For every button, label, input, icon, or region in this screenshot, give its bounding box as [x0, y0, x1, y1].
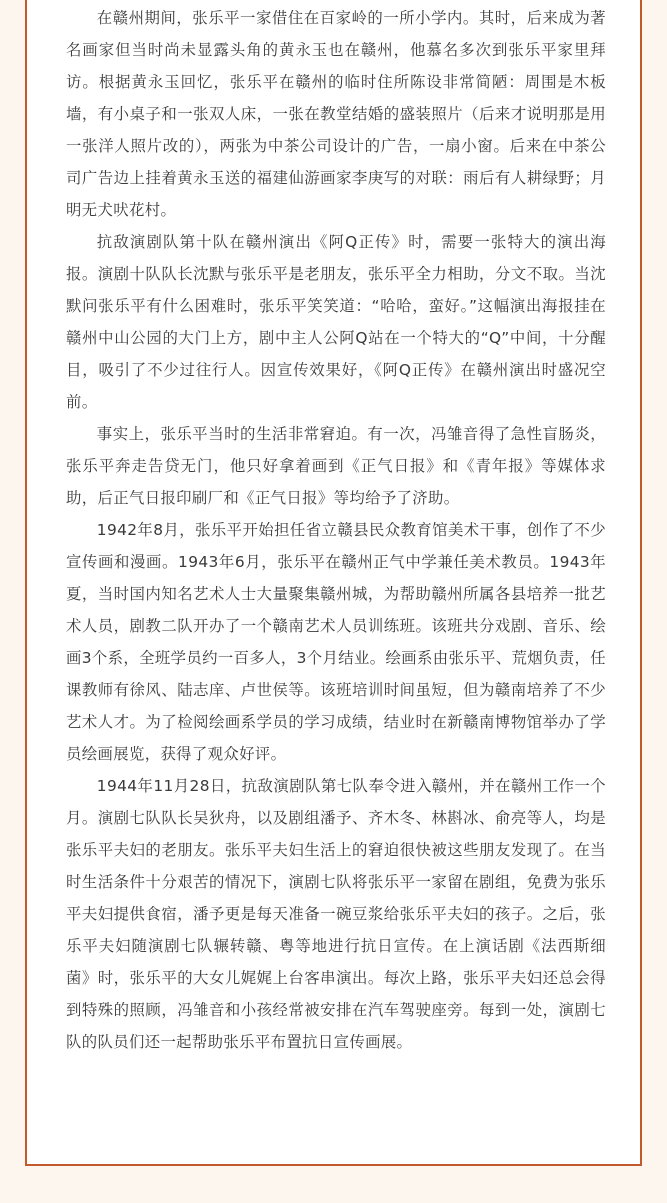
paragraph-4: 1942年8月，张乐平开始担任省立赣县民众教育馆美术干事，创作了不少宣传画和漫画。1943年6月，张乐平在赣州正气中学兼任美术教员。1943年夏，当时国内知名艺术人士大量聚集赣州城，为帮助赣州所属各县培养一批艺术人员，剧教二队开办了一个赣南艺术人员训练班。该班共分戏剧、音乐、绘画3个系，全班学员约一百多人，3个月结业。绘画系由张乐平、荒烟负责，任课教师有徐风、陆志庠、卢世侯等。该班培训时间虽短，但为赣南培养了不少艺术人才。为了检阅绘画系学员的学习成绩，结业时在新赣南博物馆举办了学员绘画展览，获得了观众好评。	[66, 521, 606, 763]
paragraph-2: 抗敌演剧队第十队在赣州演出《阿Q正传》时，需要一张特大的演出海报。演剧十队队长沈默与张乐平是老朋友，张乐平全力相助，分文不取。当沈默问张乐平有什么困难时，张乐平笑笑道：“哈哈，蛮好。”这幅演出海报挂在赣州中山公园的大门上方，剧中主人公阿Q站在一个特大的“Q”中间，十分醒目，吸引了不少过往行人。因宣传效果好，《阿Q正传》在赣州演出时盛况空前。	[66, 233, 606, 411]
article-body	[66, 2, 606, 1058]
paragraph-3: 事实上，张乐平当时的生活非常窘迫。有一次，冯雏音得了急性盲肠炎，张乐平奔走告贷无门，他只好拿着画到《正气日报》和《青年报》等媒体求助，后正气日报印刷厂和《正气日报》等均给予了济助。	[66, 425, 606, 507]
paragraph-1: 在赣州期间，张乐平一家借住在百家岭的一所小学内。其时，后来成为著名画家但当时尚未显露头角的黄永玉也在赣州，他慕名多次到张乐平家里拜访。根据黄永玉回忆，张乐平在赣州的临时住所陈设非常简陋：周围是木板墙，有小桌子和一张双人床，一张在教堂结婚的盛装照片（后来才说明那是用一张洋人照片改的），两张为中茶公司设计的广告，一扇小窗。后来在中茶公司广告边上挂着黄永玉送的福建仙游画家李庚写的对联：雨后有人耕绿野；月明无犬吠花村。	[66, 9, 606, 219]
paragraph-5: 1944年11月28日，抗敌演剧队第七队奉令进入赣州，并在赣州工作一个月。演剧七队队长吴狄舟，以及剧组潘予、齐木冬、林斟冰、俞亮等人，均是张乐平夫妇的老朋友。张乐平夫妇生活上的窘迫很快被这些朋友发现了。在当时生活条件十分艰苦的情况下，演剧七队将张乐平一家留在剧组，免费为张乐平夫妇提供食宿，潘予更是每天准备一碗豆浆给张乐平夫妇的孩子。之后，张乐平夫妇随演剧七队辗转赣、粤等地进行抗日宣传。在上演话剧《法西斯细菌》时，张乐平的大女儿娓娓上台客串演出。每次上路，张乐平夫妇还总会得到特殊的照顾，冯雏音和小孩经常被安排在汽车驾驶座旁。每到一处，演剧七队的队员们还一起帮助张乐平布置抗日宣传画展。	[66, 777, 606, 1051]
